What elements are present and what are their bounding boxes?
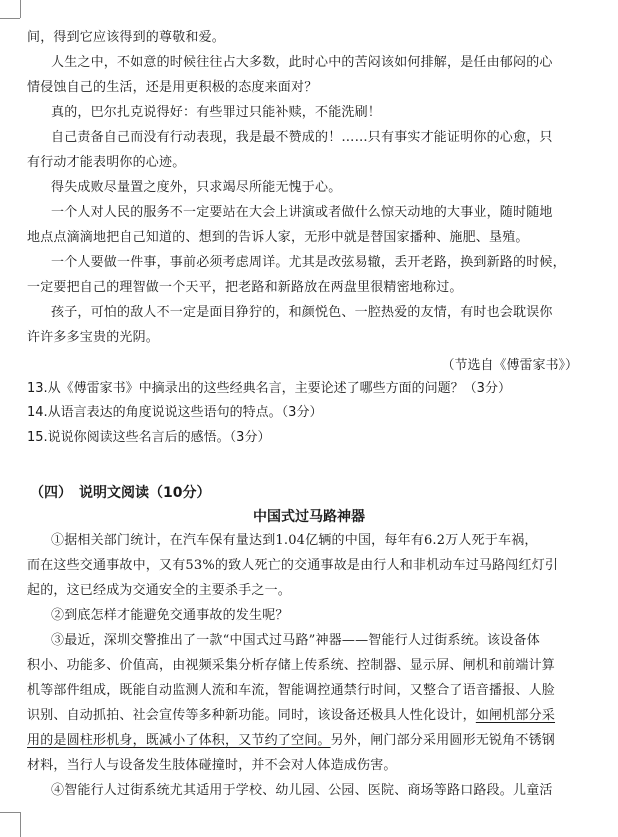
question-15: 15.说说你阅读这些名言后的感悟。（3分） — [27, 430, 271, 445]
passage-line: 有行动才能表明你的心迹。 — [27, 155, 186, 170]
article-line — [27, 708, 555, 724]
article-line: ③最近，深圳交警推出了一款“中国式过马路”神器——智能行人过街系统。该设备体 — [51, 633, 540, 648]
passage-line: 地点点滴滴地把自己知道的、想到的告诉人家，无形中就是替国家播种、施肥、垦殖。 — [27, 230, 529, 245]
passage-line: 自己责备自己而没有行动表现，我是最不赞成的！……只有事实才能证明你的心愈，只 — [51, 130, 553, 145]
passage-line: 得失成败尽量置之度外，只求竭尽所能无愧于心。 — [51, 180, 342, 195]
passage-line: 许许多多宝贵的光阴。 — [27, 330, 160, 345]
crop-mark-top-left-v — [20, 0, 21, 18]
article-line: ①据相关部门统计，在汽车保有量达到1.04亿辆的中国，每年有6.2万人死于车祸， — [51, 533, 538, 548]
question-14: 14.从语言表达的角度说说这些语句的特点。（3分） — [27, 405, 323, 420]
article-line: 积小、功能多、价值高，由视频采集分析存储上传系统、控制器、显示屏、闸机和前端计算 — [27, 658, 556, 673]
underlined-text: 如闸机部分采 — [475, 708, 556, 723]
section-heading: （四） 说明文阅读（10分） — [30, 485, 211, 501]
article-line: 材料，当行人与设备发生肢体碰撞时，并不会对人体造成伤害。 — [27, 758, 397, 773]
question-13: 13.从《傅雷家书》中摘录出的这些经典名言，主要论述了哪些方面的问题？（3分） — [27, 381, 511, 396]
passage-line: 一定要把自己的理智做一个天平，把老路和新路放在两盘里很精密地称过。 — [27, 280, 463, 295]
article-text: 识别、自动抓拍、社会宣传等多种新功能。同时，该设备还极具人性化设计， — [27, 708, 476, 723]
passage-line: 孩子，可怕的敌人不一定是面目狰狞的，和颜悦色、一腔热爱的友情，有时也会耽误你 — [51, 305, 553, 320]
passage-line: 情侵蚀自己的生活，还是用更积极的态度来面对？ — [27, 80, 318, 95]
article-title: 中国式过马路神器 — [253, 509, 365, 525]
passage-line: 一个人对人民的服务不一定要站在大会上讲演或者做什么惊天动地的大事业，随时随地 — [51, 205, 553, 220]
article-line: ②到底怎样才能避免交通事故的发生呢？ — [51, 608, 289, 623]
article-line: 而在这些交通事故中，又有53%的致人死亡的交通事故是由行人和非机动车过马路闯红灯引 — [27, 558, 559, 573]
article-line: ④智能行人过街系统尤其适用于学校、幼儿园、公园、医院、商场等路口路段。儿童活 — [51, 783, 553, 798]
crop-mark-bottom-left-h — [0, 812, 20, 813]
article-line: 起的，这已经成为交通安全的主要杀手之一。 — [27, 583, 292, 598]
article-text: 另外，闸门部分采用圆形无锐角不锈钢 — [330, 733, 556, 748]
passage-line: 人生之中，不如意的时候往往占大多数，此时心中的苦闷该如何排解，是任由郁闷的心 — [51, 55, 553, 70]
passage-line: 一个人要做一件事，事前必须考虑周详。尤其是改弦易辙，丢开老路，换到新路的时候， — [51, 255, 566, 270]
article-line: 机等部件组成，既能自动监测人流和车流，智能调控通禁行时间，又整合了语音播报、人脸 — [27, 683, 556, 698]
underlined-text: 用的是圆柱形机身，既减小了体积，又节约了空间。 — [27, 733, 331, 748]
passage-line: 间，得到它应该得到的尊敬和爱。 — [27, 30, 226, 45]
passage-source: （节选自《傅雷家书》） — [441, 358, 578, 373]
crop-mark-top-left-h — [0, 18, 20, 19]
article-line — [27, 733, 555, 749]
passage-line: 真的，巴尔扎克说得好：有些罪过只能补赎，不能洗刷！ — [51, 105, 382, 120]
crop-mark-bottom-left-v — [20, 812, 21, 837]
